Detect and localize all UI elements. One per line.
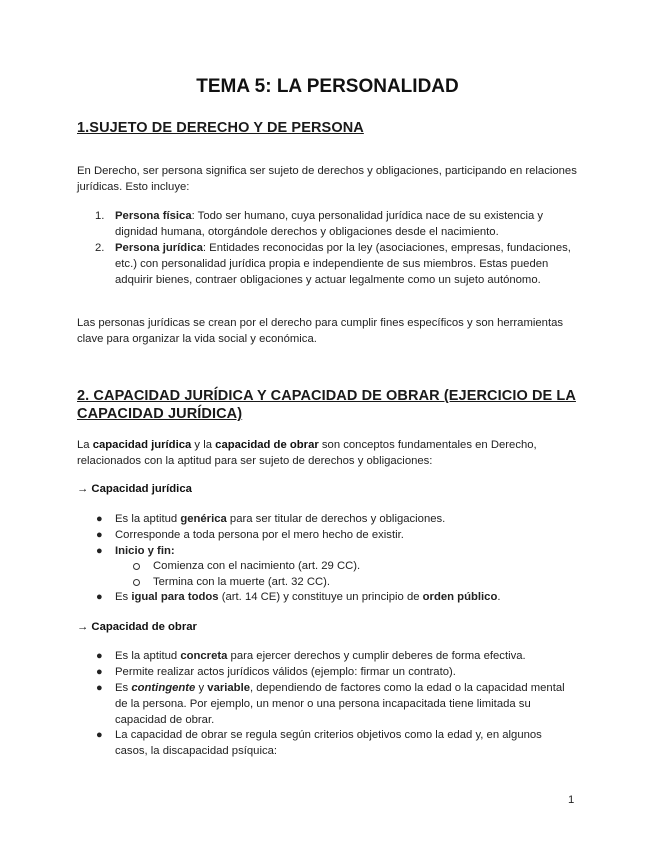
list-item [95, 208, 575, 240]
list-item: ● Es igual para todos (art. 14 CE) y constituye un principio de orden público. [96, 591, 501, 603]
list-item [95, 240, 575, 288]
section-1-closing: Las personas jurídicas se crean por el derecho para cumplir fines específicos y son herramientas clave para organizar la vida social y económica. [77, 317, 564, 345]
sub-list-item: Termina con la muerte (art. 32 CC). [153, 574, 573, 590]
section-2-heading: 2. CAPACIDAD JURÍDICA Y CAPACIDAD DE OBRAR (EJERCICIO DE LA CAPACIDAD JURÍDICA) [77, 388, 576, 422]
list-number: 1. [95, 210, 105, 222]
bullet-icon: ● [96, 666, 103, 678]
definition: : Todo ser humano, cuya personalidad jurídica nace de su existencia y dignidad humana, otorgándole derechos y obligaciones desde el nacimiento. [115, 210, 544, 238]
list-item: ● Es contingente y variable, dependiendo de factores como la edad o la capacidad mental de la persona. Por ejemplo, un menor o una persona incapacitada tiene limitada su capacidad de obrar. [96, 682, 565, 726]
list-number: 2. [95, 242, 105, 254]
bullet-icon: ● [96, 529, 103, 541]
section-1-intro: En Derecho, ser persona significa ser sujeto de derechos y obligaciones, participando en relaciones jurídicas. Esto incluye: [77, 165, 577, 193]
list-item: ● Permite realizar actos jurídicos válidos (ejemplo: firmar un contrato). [96, 666, 456, 678]
definition: : Entidades reconocidas por la ley (asociaciones, empresas, fundaciones, etc.) con personalidad jurídica propia e independiente de sus miembros. Estas pueden adquirir bienes, contraer obligaciones y actuar legalmente como un sujeto autónomo. [115, 242, 571, 286]
capacidad-obrar-heading: → Capacidad de obrar [77, 621, 197, 633]
bullet-icon: ● [96, 545, 103, 557]
section-2-intro: La capacidad jurídica y la capacidad de obrar son conceptos fundamentales en Derecho, relacionados con la aptitud para ser sujeto de derechos y obligaciones: [77, 439, 537, 467]
bullet-icon: ● [96, 682, 103, 694]
term: Persona jurídica [115, 242, 203, 254]
bullet-icon: ● [96, 591, 103, 603]
bullet-icon: ● [96, 650, 103, 662]
section-1-heading: 1.SUJETO DE DERECHO Y DE PERSONA [77, 120, 364, 136]
bullet-icon: ● [96, 729, 103, 741]
circle-bullet-icon [133, 563, 140, 570]
capacidad-juridica-heading: → Capacidad jurídica [77, 483, 192, 495]
list-item: ● Corresponde a toda persona por el mero hecho de existir. [96, 529, 404, 541]
sub-list-item: Comienza con el nacimiento (art. 29 CC). [153, 558, 573, 574]
list-item: ● La capacidad de obrar se regula según criterios objetivos como la edad y, en algunos casos, la discapacidad psíquica: [96, 729, 542, 757]
list-item: ● Inicio y fin: [96, 545, 175, 557]
list-item: ● Es la aptitud genérica para ser titular de derechos y obligaciones. [96, 513, 446, 525]
document-title: TEMA 5: LA PERSONALIDAD [196, 76, 459, 97]
circle-bullet-icon [133, 579, 140, 586]
list-item: ● Es la aptitud concreta para ejercer derechos y cumplir deberes de forma efectiva. [96, 650, 526, 662]
term: Persona física [115, 210, 192, 222]
page-number: 1 [568, 794, 575, 806]
bullet-icon: ● [96, 513, 103, 525]
